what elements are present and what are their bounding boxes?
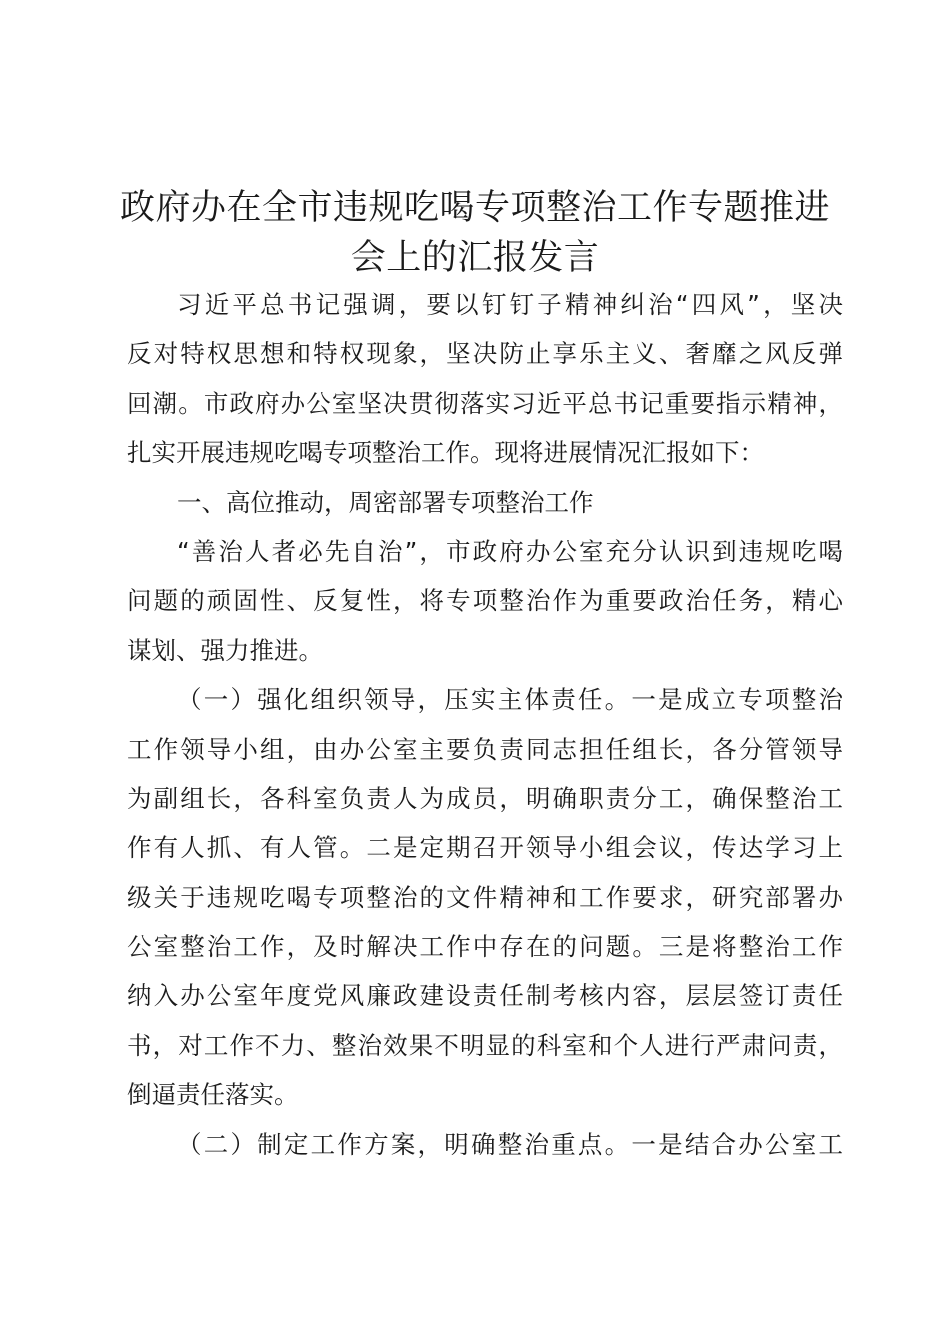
text-line: 纳入办公室年度党风廉政建设责任制考核内容，层层签订责任 — [127, 981, 843, 1011]
text-line: 扎实开展违规吃喝专项整治工作。现将进展情况汇报如下： — [127, 438, 764, 468]
text-line: 工作领导小组，由办公室主要负责同志担任组长，各分管领导 — [127, 734, 843, 764]
text-line: 回潮。市政府办公室坚决贯彻落实习近平总书记重要指示精神， — [127, 388, 843, 418]
title-line-1: 政府办在全市违规吃喝专项整治工作专题推进 — [119, 188, 830, 228]
text-line: 作有人抓、有人管。二是定期召开领导小组会议，传达学习上 — [127, 833, 843, 863]
text-line: 问题的顽固性、反复性，将专项整治作为重要政治任务，精心 — [127, 586, 843, 616]
title-line-2: 会上的汇报发言 — [350, 238, 600, 278]
text-line: 为副组长，各科室负责人为成员，明确职责分工，确保整治工 — [127, 783, 843, 813]
text-line: 倒逼责任落实。 — [127, 1080, 299, 1110]
text-line: 级关于违规吃喝专项整治的文件精神和工作要求，研究部署办 — [127, 882, 843, 912]
text-line: 公室整治工作，及时解决工作中存在的问题。三是将整治工作 — [127, 932, 843, 962]
text-line: 谋划、强力推进。 — [127, 635, 323, 665]
text-line: 反对特权思想和特权现象，坚决防止享乐主义、奢靡之风反弹 — [127, 339, 843, 369]
text-line: 习近平总书记强调，要以钉钉子精神纠治“四风”，坚决 — [177, 290, 843, 319]
text-line: “善治人者必先自治”，市政府办公室充分认识到违规吃喝 — [177, 536, 843, 566]
document-body — [127, 280, 843, 1169]
text-line: 一、高位推动，周密部署专项整治工作 — [177, 487, 594, 517]
text-line: （一）强化组织领导，压实主体责任。一是成立专项整治 — [177, 685, 843, 715]
document-title — [100, 183, 850, 283]
text-line: 书，对工作不力、整治效果不明显的科室和个人进行严肃问责， — [127, 1030, 843, 1060]
text-line: （二）制定工作方案，明确整治重点。一是结合办公室工 — [177, 1129, 843, 1159]
